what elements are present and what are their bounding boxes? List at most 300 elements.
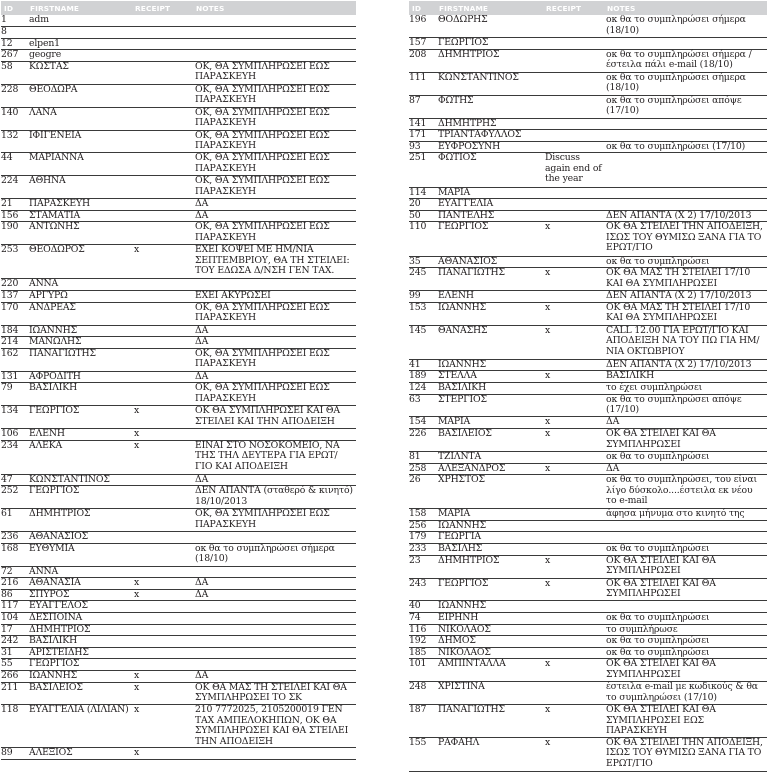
table-row: [1, 543, 356, 566]
cell-firstname: ΤΡΙΑΝΤΑΦΥΛΛΟΣ: [436, 130, 543, 142]
cell-firstname: ΘΑΝΑΣΗΣ: [436, 325, 543, 359]
cell-firstname: ΕΥΑΓΓΕΛΙΑ (ΛΙΛΙΑΝ): [27, 705, 132, 748]
cell-id: 50: [409, 210, 436, 222]
cell-id: 86: [1, 589, 27, 601]
cell-firstname: ΣΤΑΜΑΤΙΑ: [27, 210, 132, 222]
cell-receipt: [132, 130, 193, 153]
cell-firstname: ΓΕΩΡΓΙΟΣ: [27, 486, 132, 509]
cell-id: 61: [1, 509, 27, 532]
cell-receipt: x: [543, 737, 604, 771]
cell-firstname: ΙΩΑΝΝΗΣ: [436, 359, 543, 371]
table-row: [1, 199, 356, 211]
table-row: [1, 84, 356, 107]
table-row: [409, 118, 767, 130]
cell-receipt: [543, 49, 604, 72]
cell-receipt: [132, 291, 193, 303]
cell-firstname: ΣΤΕΡΓΙΟΣ: [436, 394, 543, 417]
cell-notes: οκ θα το συμπληρώσει σήμερα (18/10): [193, 543, 356, 566]
cell-notes: ΔΑ: [193, 371, 356, 383]
cell-receipt: [132, 27, 193, 39]
cell-id: 132: [1, 130, 27, 153]
cell-notes: ΟΚ, ΘΑ ΣΥΜΠΛΗΡΩΣΕΙ ΕΩΣ ΠΑΡΑΣΚΕΥΗ: [193, 509, 356, 532]
cell-receipt: [132, 566, 193, 578]
cell-firstname: ΘΕΟΔΩΡΑ: [27, 84, 132, 107]
cell-receipt: [132, 348, 193, 371]
table-row: [409, 153, 767, 187]
cell-id: 87: [409, 95, 436, 118]
cell-notes: [193, 748, 356, 760]
cell-id: 111: [409, 72, 436, 95]
cell-firstname: ΓΕΩΡΓΙΟΣ: [436, 222, 543, 256]
cell-id: 153: [409, 302, 436, 325]
cell-id: 40: [409, 601, 436, 613]
cell-receipt: x: [132, 440, 193, 474]
header-receipt: RECEIPT: [132, 1, 193, 15]
cell-receipt: [132, 532, 193, 544]
cell-receipt: [132, 647, 193, 659]
cell-receipt: [132, 176, 193, 199]
cell-notes: ΔΑ: [193, 578, 356, 590]
cell-id: 258: [409, 463, 436, 475]
cell-firstname: ΔΕΣΠΟΙΝΑ: [27, 613, 132, 625]
cell-notes: ΟΚ ΘΑ ΣΥΜΠΛΗΡΩΣΕΙ ΚΑΙ ΘΑ ΣΤΕΙΛΕΙ ΚΑΙ ΤΗΝ ΑΠΟΔΕΙΞΗ: [193, 406, 356, 429]
cell-notes: ΟΚ, ΘΑ ΣΥΜΠΛΗΡΩΣΕΙ ΕΩΣ ΠΑΡΑΣΚΕΥΗ: [193, 130, 356, 153]
contacts-table-right: [409, 1, 767, 772]
cell-notes: οκ θα το συμπληρώσει απόψε (17/10): [604, 394, 767, 417]
table-row: [409, 613, 767, 625]
cell-id: 157: [409, 38, 436, 50]
cell-receipt: x: [132, 671, 193, 683]
cell-id: 12: [1, 38, 27, 50]
cell-receipt: [543, 544, 604, 556]
cell-id: 99: [409, 291, 436, 303]
cell-receipt: x: [132, 406, 193, 429]
cell-notes: οκ θα το συμπληρώσει: [604, 544, 767, 556]
table-row: [1, 589, 356, 601]
cell-notes: ΔΑ: [193, 589, 356, 601]
cell-firstname: ΘΕΟΔΩΡΟΣ: [27, 245, 132, 279]
cell-firstname: ΚΩΣΤΑΣ: [27, 61, 132, 84]
table-row: [409, 141, 767, 153]
cell-receipt: x: [543, 222, 604, 256]
cell-firstname: ΑΝΝΑ: [27, 566, 132, 578]
cell-id: 251: [409, 153, 436, 187]
cell-firstname: ΑΘΑΝΑΣΙΑ: [27, 578, 132, 590]
cell-receipt: x: [132, 245, 193, 279]
cell-receipt: [543, 72, 604, 95]
cell-notes: [193, 647, 356, 659]
table-row: [1, 509, 356, 532]
cell-id: 101: [409, 659, 436, 682]
cell-id: 134: [1, 406, 27, 429]
cell-notes: οκ θα το συμπληρώσει: [604, 451, 767, 463]
table-row: [1, 348, 356, 371]
cell-firstname: ΙΩΑΝΝΗΣ: [436, 601, 543, 613]
header-id: ID: [1, 1, 27, 15]
cell-firstname: ΛΑΝΑ: [27, 107, 132, 130]
cell-id: 155: [409, 737, 436, 771]
cell-id: 47: [1, 474, 27, 486]
cell-firstname: ΚΩΝΣΤΑΝΤΙΝΟΣ: [27, 474, 132, 486]
cell-id: 118: [1, 705, 27, 748]
cell-receipt: [543, 359, 604, 371]
cell-notes: οκ θα το συμπληρώσει σήμερα (18/10): [604, 72, 767, 95]
table-row: [1, 153, 356, 176]
table-row: [1, 38, 356, 50]
cell-receipt: [543, 532, 604, 544]
cell-receipt: Discuss again end of the year: [543, 153, 604, 187]
table-row: [409, 95, 767, 118]
cell-id: 233: [409, 544, 436, 556]
cell-notes: ΔΑ: [193, 199, 356, 211]
cell-id: 187: [409, 705, 436, 738]
cell-receipt: x: [543, 705, 604, 738]
cell-firstname: ΠΑΝΑΓΙΩΤΗΣ: [436, 705, 543, 738]
cell-firstname: ΑΘΗΝΑ: [27, 176, 132, 199]
cell-notes: [604, 153, 767, 187]
cell-id: 72: [1, 566, 27, 578]
table-row: [409, 199, 767, 211]
cell-id: 211: [1, 682, 27, 705]
cell-id: 171: [409, 130, 436, 142]
cell-id: 179: [409, 532, 436, 544]
cell-receipt: [543, 118, 604, 130]
table-row: [409, 737, 767, 771]
cell-id: 256: [409, 520, 436, 532]
cell-id: 248: [409, 682, 436, 705]
cell-firstname: [27, 27, 132, 39]
table-header-row: [1, 1, 356, 15]
cell-receipt: [543, 95, 604, 118]
cell-id: 26: [409, 475, 436, 509]
cell-firstname: ΕΛΕΝΗ: [436, 291, 543, 303]
table-row: [409, 291, 767, 303]
cell-firstname: ΠΑΝΑΓΙΩΤΗΣ: [436, 268, 543, 291]
table-row: [1, 291, 356, 303]
table-row: [1, 705, 356, 748]
cell-firstname: ΧΡΗΣΤΟΣ: [436, 475, 543, 509]
table-row: [409, 578, 767, 601]
cell-receipt: [132, 601, 193, 613]
cell-id: 63: [409, 394, 436, 417]
table-row: [1, 279, 356, 291]
cell-receipt: x: [132, 682, 193, 705]
table-row: [409, 659, 767, 682]
cell-firstname: ΒΑΣΙΛΗΣ: [436, 544, 543, 556]
cell-firstname: ΜΑΡΙΑ: [436, 417, 543, 429]
cell-receipt: x: [543, 325, 604, 359]
cell-firstname: ΓΕΩΡΓΙΑ: [436, 532, 543, 544]
table-row: [409, 429, 767, 452]
table-row: [1, 50, 356, 62]
cell-receipt: [543, 141, 604, 153]
cell-notes: έστειλα e-mail με κωδικούς & θα το συμπληρώσει (17/10): [604, 682, 767, 705]
cell-receipt: [543, 647, 604, 659]
cell-notes: [604, 532, 767, 544]
table-row: [409, 475, 767, 509]
cell-firstname: ΔΗΜΟΣ: [436, 636, 543, 648]
cell-firstname: ΒΑΣΙΛΙΚΗ: [27, 383, 132, 406]
cell-notes: ΟΚ, ΘΑ ΣΥΜΠΛΗΡΩΣΕΙ ΕΩΣ ΠΑΡΑΣΚΕΥΗ: [193, 383, 356, 406]
table-row: [409, 624, 767, 636]
table-row: [409, 636, 767, 648]
table-row: [409, 72, 767, 95]
cell-firstname: ΑΝΔΡΕΑΣ: [27, 302, 132, 325]
cell-receipt: x: [132, 589, 193, 601]
cell-firstname: ΑΡΙΣΤΕΙΔΗΣ: [27, 647, 132, 659]
cell-firstname: ΕΥΑΓΓΕΛΙΑ: [436, 199, 543, 211]
cell-receipt: [543, 613, 604, 625]
table-row: [1, 613, 356, 625]
table-row: [1, 682, 356, 705]
cell-receipt: [543, 210, 604, 222]
cell-receipt: [543, 475, 604, 509]
cell-notes: ΟΚ, ΘΑ ΣΥΜΠΛΗΡΩΣΕΙ ΕΩΣ ΠΑΡΑΣΚΕΥΗ: [193, 176, 356, 199]
cell-firstname: ΑΘΑΝΑΣΙΟΣ: [436, 256, 543, 268]
cell-firstname: ΙΩΑΝΝΗΣ: [436, 302, 543, 325]
header-receipt: RECEIPT: [543, 1, 604, 15]
cell-receipt: [543, 601, 604, 613]
header-firstname: FIRSTNAME: [436, 1, 543, 15]
cell-firstname: ΑΛΕΚΑ: [27, 440, 132, 474]
cell-receipt: x: [543, 371, 604, 383]
cell-firstname: ΜΑΡΙΑΝΝΑ: [27, 153, 132, 176]
cell-receipt: [132, 50, 193, 62]
cell-id: 104: [1, 613, 27, 625]
cell-firstname: ΕΥΦΡΟΣΥΝΗ: [436, 141, 543, 153]
cell-receipt: [132, 279, 193, 291]
table-row: [409, 394, 767, 417]
table-row: [409, 509, 767, 521]
header-notes: NOTES: [604, 1, 767, 15]
cell-firstname: ΒΑΣΙΛΙΚΗ: [27, 636, 132, 648]
cell-receipt: x: [543, 555, 604, 578]
cell-receipt: [543, 291, 604, 303]
cell-id: 185: [409, 647, 436, 659]
cell-id: 81: [409, 451, 436, 463]
table-row: [1, 406, 356, 429]
cell-firstname: ΒΑΣΙΛΕΙΟΣ: [436, 429, 543, 452]
cell-notes: [193, 659, 356, 671]
cell-id: 8: [1, 27, 27, 39]
cell-id: 74: [409, 613, 436, 625]
cell-id: 196: [409, 15, 436, 38]
cell-notes: ΔΑ: [193, 671, 356, 683]
table-row: [409, 187, 767, 199]
cell-notes: οκ θα το συμπληρώσει σήμερα / έστειλα πάλι e-mail (18/10): [604, 49, 767, 72]
table-body-right: [409, 15, 767, 771]
cell-firstname: ΔΗΜΗΤΡΙΟΣ: [27, 509, 132, 532]
cell-notes: ΕΧΕΙ ΚΟΨΕΙ ΜΕ ΗΜ/ΝΙΑ ΣΕΠΤΕΜΒΡΙΟΥ, ΘΑ ΤΗ ΣΤΕΙΛΕΙ: ΤΟΥ ΕΔΩΣΑ Δ/ΝΣΗ ΓΕΝ ΤΑΧ.: [193, 245, 356, 279]
cell-notes: ΔΕΝ ΑΠΑΝΤΑ (σταθερό & κινητό) 18/10/2013: [193, 486, 356, 509]
cell-firstname: ΒΑΣΙΛΕΙΟΣ: [27, 682, 132, 705]
cell-id: 170: [1, 302, 27, 325]
cell-firstname: ΜΑΡΙΑ: [436, 509, 543, 521]
cell-notes: οκ θα το συμπληρώσει σήμερα (18/10): [604, 15, 767, 38]
table-row: [409, 359, 767, 371]
cell-notes: ΔΑ: [193, 474, 356, 486]
cell-notes: 210 7772025, 2105200019 ΓΕΝ ΤΑΧ ΑΜΠΕΛΟΚΗΠΩΝ, ΟΚ ΘΑ ΣΥΜΠΛΗΡΩΣΕΙ ΚΑΙ ΘΑ ΣΤΕΙΛΕΙ ΤΗΝ ΑΠΟΔΕΙΞΗ: [193, 705, 356, 748]
cell-notes: [193, 636, 356, 648]
cell-receipt: [132, 337, 193, 349]
left-table-column: [1, 1, 356, 760]
table-row: [1, 222, 356, 245]
cell-id: 154: [409, 417, 436, 429]
cell-id: 214: [1, 337, 27, 349]
cell-receipt: [543, 187, 604, 199]
table-row: [1, 578, 356, 590]
cell-notes: ΟΚ ΘΑ ΜΑΣ ΤΗ ΣΤΕΙΛΕΙ 17/10 ΚΑΙ ΘΑ ΣΥΜΠΛΗΡΩΣΕΙ: [604, 268, 767, 291]
cell-firstname: ΕΥΘΥΜΙΑ: [27, 543, 132, 566]
table-row: [409, 302, 767, 325]
cell-id: 116: [409, 624, 436, 636]
cell-receipt: [132, 486, 193, 509]
header-notes: NOTES: [193, 1, 356, 15]
table-row: [1, 748, 356, 760]
cell-notes: οκ θα το συμπληρώσει: [604, 256, 767, 268]
cell-id: 114: [409, 187, 436, 199]
cell-id: 58: [1, 61, 27, 84]
cell-firstname: ΦΩΤΙΟΣ: [436, 153, 543, 187]
cell-receipt: x: [543, 417, 604, 429]
cell-firstname: ΑΡΓΥΡΩ: [27, 291, 132, 303]
cell-id: 41: [409, 359, 436, 371]
cell-firstname: ΑΝΤΩΝΗΣ: [27, 222, 132, 245]
cell-notes: [193, 613, 356, 625]
cell-notes: ΔΕΝ ΑΠΑΝΤΑ (Χ 2) 17/10/2013: [604, 359, 767, 371]
table-row: [1, 61, 356, 84]
cell-id: 168: [1, 543, 27, 566]
cell-id: 55: [1, 659, 27, 671]
cell-receipt: [132, 199, 193, 211]
table-row: [1, 671, 356, 683]
table-row: [409, 705, 767, 738]
cell-id: 141: [409, 118, 436, 130]
cell-notes: το έχει συμπληρώσει: [604, 382, 767, 394]
cell-notes: οκ θα το συμπληρώσει, του είναι λίγο δύσκολο....έστειλα εκ νέου το e-mail: [604, 475, 767, 509]
table-row: [1, 210, 356, 222]
cell-id: 124: [409, 382, 436, 394]
cell-id: 253: [1, 245, 27, 279]
cell-firstname: ΙΦΙΓΕΝΕΙΑ: [27, 130, 132, 153]
table-row: [1, 601, 356, 613]
cell-id: 189: [409, 371, 436, 383]
cell-receipt: [543, 624, 604, 636]
cell-id: 23: [409, 555, 436, 578]
cell-id: 35: [409, 256, 436, 268]
cell-receipt: [132, 153, 193, 176]
cell-firstname: ΙΩΑΝΝΗΣ: [436, 520, 543, 532]
table-row: [1, 532, 356, 544]
table-row: [1, 325, 356, 337]
cell-notes: [193, 38, 356, 50]
table-row: [1, 429, 356, 441]
cell-firstname: ΕΙΡΗΝΗ: [436, 613, 543, 625]
table-row: [409, 520, 767, 532]
cell-receipt: [132, 613, 193, 625]
cell-receipt: [543, 382, 604, 394]
cell-id: 184: [1, 325, 27, 337]
cell-firstname: ΘΟΔΩΡΗΣ: [436, 15, 543, 38]
cell-id: 242: [1, 636, 27, 648]
cell-receipt: [132, 302, 193, 325]
cell-id: 226: [409, 429, 436, 452]
table-row: [1, 659, 356, 671]
cell-receipt: [543, 394, 604, 417]
cell-firstname: ΝΙΚΟΛΑΟΣ: [436, 647, 543, 659]
cell-notes: ΟΚ ΘΑ ΜΑΣ ΤΗ ΣΤΕΙΛΕΙ ΚΑΙ ΘΑ ΣΥΜΠΛΗΡΩΣΕΙ ΤΟ ΣΚ: [193, 682, 356, 705]
cell-id: 110: [409, 222, 436, 256]
cell-notes: ΔΕΝ ΑΠΑΝΤΑ (Χ 2) 17/10/2013: [604, 291, 767, 303]
cell-notes: ΟΚ ΘΑ ΣΤΕΙΛΕΙ ΚΑΙ ΘΑ ΣΥΜΠΛΗΡΩΣΕΙ ΕΩΣ ΠΑΡΑΣΚΕΥΗ: [604, 705, 767, 738]
cell-receipt: x: [132, 429, 193, 441]
cell-id: 31: [1, 647, 27, 659]
cell-notes: ΟΚ, ΘΑ ΣΥΜΠΛΗΡΩΣΕΙ ΕΩΣ ΠΑΡΑΣΚΕΥΗ: [193, 61, 356, 84]
cell-firstname: ΑΘΑΝΑΣΙΟΣ: [27, 532, 132, 544]
contacts-table-left: [1, 1, 356, 760]
cell-id: 156: [1, 210, 27, 222]
cell-receipt: [132, 474, 193, 486]
table-row: [1, 27, 356, 39]
cell-notes: ΟΚ ΘΑ ΜΑΣ ΤΗ ΣΤΕΙΛΕΙ 17/10 ΚΑΙ ΘΑ ΣΥΜΠΛΗΡΩΣΕΙ: [604, 302, 767, 325]
cell-receipt: [132, 61, 193, 84]
cell-receipt: [132, 543, 193, 566]
cell-receipt: [543, 636, 604, 648]
cell-receipt: x: [132, 748, 193, 760]
cell-firstname: ΔΗΜΗΤΡΙΟΣ: [436, 555, 543, 578]
cell-notes: ΟΚ, ΘΑ ΣΥΜΠΛΗΡΩΣΕΙ ΕΩΣ ΠΑΡΑΣΚΕΥΗ: [193, 153, 356, 176]
cell-notes: CALL 12.00 ΓΙΑ ΕΡΩΤ/ΓΙΟ ΚΑΙ ΑΠΟΔΕΙΞΗ ΝΑ ΤΟΥ ΠΩ ΓΙΑ ΗΜ/ΝΙΑ ΟΚΤΩΒΡΙΟΥ: [604, 325, 767, 359]
cell-receipt: [132, 325, 193, 337]
cell-receipt: [132, 38, 193, 50]
table-row: [1, 383, 356, 406]
table-row: [1, 107, 356, 130]
table-row: [1, 624, 356, 636]
cell-id: 140: [1, 107, 27, 130]
cell-notes: ΟΚ ΘΑ ΣΤΕΙΛΕΙ ΚΑΙ ΘΑ ΣΥΜΠΛΗΡΩΣΕΙ: [604, 555, 767, 578]
cell-receipt: x: [543, 659, 604, 682]
cell-id: 234: [1, 440, 27, 474]
cell-firstname: ΓΕΩΡΓΙΟΣ: [27, 406, 132, 429]
cell-firstname: ΑΜΠΙΝΤΑΛΛΑ: [436, 659, 543, 682]
cell-notes: οκ θα το συμπληρώσει: [604, 647, 767, 659]
cell-firstname: ΕΥΑΓΓΕΛΟΣ: [27, 601, 132, 613]
cell-id: 79: [1, 383, 27, 406]
table-row: [409, 682, 767, 705]
cell-receipt: x: [543, 578, 604, 601]
cell-receipt: [132, 210, 193, 222]
cell-notes: ΟΚ, ΘΑ ΣΥΜΠΛΗΡΩΣΕΙ ΕΩΣ ΠΑΡΑΣΚΕΥΗ: [193, 348, 356, 371]
cell-notes: οκ θα το συμπληρώσει: [604, 613, 767, 625]
table-row: [409, 38, 767, 50]
cell-firstname: ΔΗΜΗΤΡΙΟΣ: [436, 49, 543, 72]
cell-firstname: ΙΩΑΝΝΗΣ: [27, 325, 132, 337]
table-row: [409, 451, 767, 463]
cell-notes: [193, 27, 356, 39]
cell-receipt: [543, 256, 604, 268]
cell-id: 89: [1, 748, 27, 760]
cell-id: 131: [1, 371, 27, 383]
cell-notes: ΔΑ: [193, 325, 356, 337]
cell-notes: οκ θα το συμπληρώσει απόψε (17/10): [604, 95, 767, 118]
table-row: [409, 647, 767, 659]
table-row: [409, 15, 767, 38]
table-row: [1, 245, 356, 279]
cell-notes: ΟΚ, ΘΑ ΣΥΜΠΛΗΡΩΣΕΙ ΕΩΣ ΠΑΡΑΣΚΕΥΗ: [193, 107, 356, 130]
cell-firstname: ΦΩΤΗΣ: [436, 95, 543, 118]
cell-receipt: [543, 199, 604, 211]
table-row: [409, 544, 767, 556]
